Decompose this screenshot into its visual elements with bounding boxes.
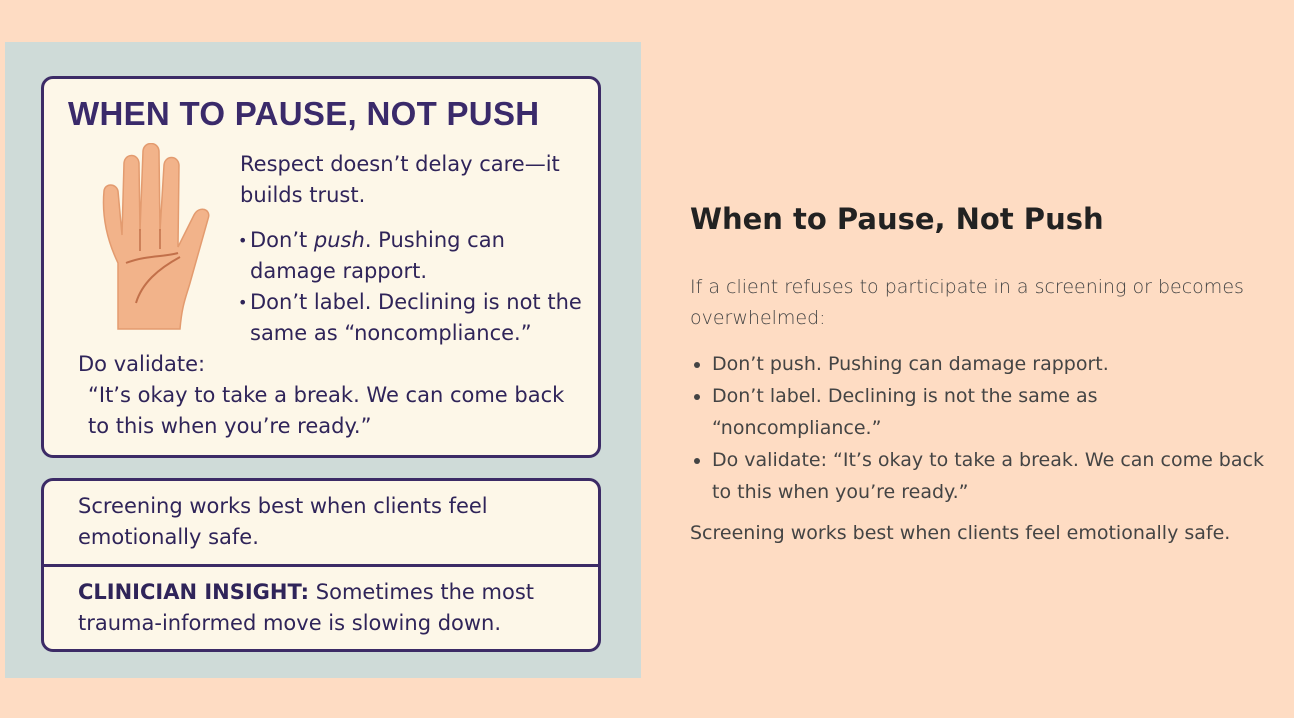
divider xyxy=(44,564,598,567)
slide-bullet-list xyxy=(690,348,1270,508)
infographic-title: WHEN TO PAUSE, NOT PUSH xyxy=(68,95,540,132)
raised-hand-icon xyxy=(96,143,212,333)
infographic-image xyxy=(5,42,641,678)
infographic-bullets xyxy=(238,225,588,349)
bullet-dont-push: • Don’t push. Pushing can damage rapport. xyxy=(238,225,588,287)
insight-text: Sometimes the most trauma-informed move is slowing down. xyxy=(78,580,534,635)
slide-closing: Screening works best when clients feel emotionally safe. xyxy=(690,522,1231,544)
clinician-insight xyxy=(78,577,578,639)
list-item: • Don’t push. Pushing can damage rapport. xyxy=(712,348,1270,380)
safe-note: Screening works best when clients feel emotionally safe. xyxy=(78,494,488,549)
slide-title: When to Pause, Not Push xyxy=(690,202,1104,236)
insight-label: CLINICIAN INSIGHT: xyxy=(78,580,310,604)
validate-label: Do validate: xyxy=(78,352,206,376)
main-card xyxy=(41,76,601,458)
bullet-dont-label: • Don’t label. Declining is not the same as “noncompliance.” xyxy=(238,287,588,349)
list-item: • Don’t label. Declining is not the same as “noncompliance.” xyxy=(712,380,1270,444)
slide-text-panel xyxy=(690,196,1270,549)
validate-quote: “It’s okay to take a break. We can come back to this when you’re ready.” xyxy=(88,383,565,438)
insight-card xyxy=(41,478,601,652)
list-item: • Do validate: “It’s okay to take a break. We can come back to this when you’re ready.” xyxy=(712,444,1270,508)
slide-paragraph: If a client refuses to participate in a screening or becomes overwhelmed: xyxy=(690,276,1244,329)
intro-text: Respect doesn’t delay care—it builds trust. xyxy=(240,152,560,207)
